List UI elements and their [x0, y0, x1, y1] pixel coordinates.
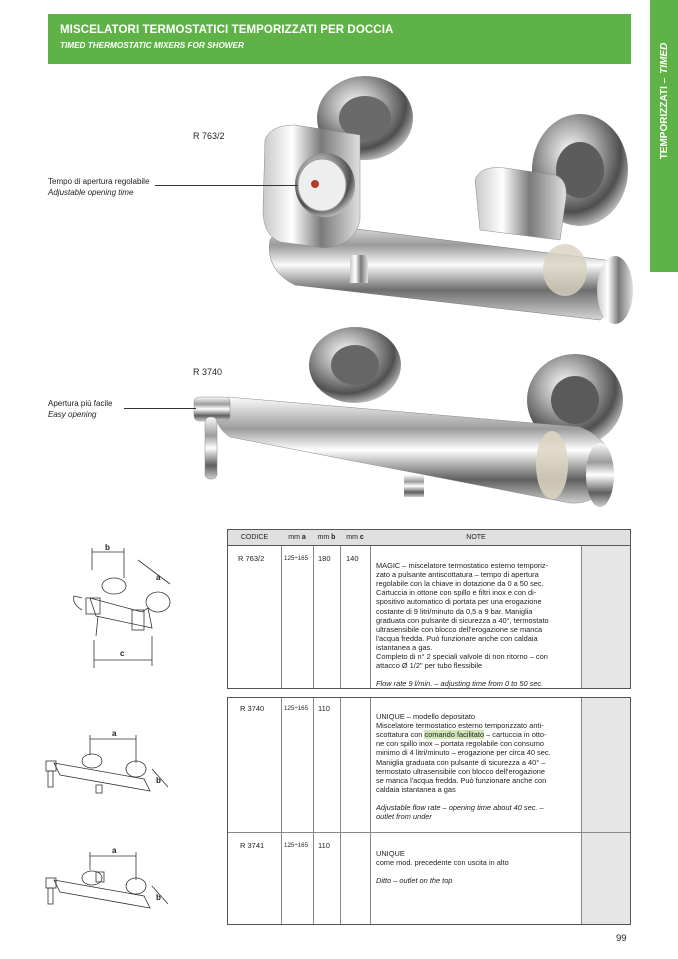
side-tab-label-it: TEMPORIZZATI – — [658, 77, 670, 160]
header-mm-c — [340, 530, 370, 545]
row-mm-a: 125÷165 — [284, 705, 309, 712]
header-mm: mm — [317, 534, 330, 541]
spec-table-r3740-r3741 — [227, 697, 631, 925]
callout-line-top — [155, 185, 298, 186]
dim-label-c-1: c — [120, 649, 125, 658]
header-mm-b — [313, 530, 340, 545]
callout-easy-opening-en: Easy opening — [48, 409, 97, 419]
row-note-en: Adjustable flow rate – opening time about 40 sec. – outlet from under — [376, 803, 544, 822]
row-code: R 763/2 — [238, 554, 265, 563]
row-note — [376, 552, 584, 698]
table-header — [228, 530, 630, 546]
col-divider — [340, 530, 341, 688]
dim-label-a-3: a — [112, 846, 117, 855]
col-divider — [281, 698, 282, 924]
header-mm: mm — [288, 534, 300, 541]
header-b: b — [331, 534, 336, 541]
col-divider — [370, 698, 371, 924]
col-divider — [370, 530, 371, 688]
row-note — [376, 840, 584, 895]
header-note: NOTE — [466, 534, 486, 541]
highlighted-text: comando facilitato — [424, 730, 485, 740]
callout-easy-opening-it: Apertura più facile — [48, 399, 113, 408]
callout-easy-opening — [48, 399, 112, 420]
header-a: a — [301, 534, 306, 541]
callout-line-bottom — [124, 408, 196, 409]
row-note-it — [376, 712, 584, 794]
product-code-r3740: R 3740 — [193, 367, 223, 377]
row-mm-b: 180 — [318, 554, 331, 563]
header-band — [48, 14, 631, 64]
header-mm: mm — [346, 534, 358, 541]
row-note-it-part2: – cartuccia in otto- ne con spillo inox – portata regolabile con consumo minimo di 4 litri/minuto – erogazione per circa 40 sec. Maniglia graduata con pulsante di sicurezza a 40° – termostato ultrasensibile con blocco dell'erogazione se manca l'acqua fredda. Può funzionare anche con caldaia istantanea a gas — [376, 730, 551, 794]
row-note-it-part1: UNIQUE – modello depositato Miscelatore termostatico esterno temporizzato anti- scottatura con — [376, 712, 544, 740]
dimension-diagram-r3740 — [40, 725, 180, 810]
header-codice: CODICE — [240, 534, 269, 541]
product-image-r7632 — [225, 70, 645, 330]
row-mm-b: 110 — [318, 704, 330, 713]
header-mm-a — [281, 530, 313, 545]
row-mm-a: 125÷165 — [284, 842, 309, 849]
row-code: R 3741 — [240, 841, 265, 850]
row-note-it: MAGIC – miscelatore termostatico esterno temporiz- zato a pulsante antiscottatura – tempo di apertura regolabile con la chiave in dotazione da 0 a 50 sec. Cartuccia in ottone con spillo e filtri inox e con di- spositivo automatico di portata per una erogazione costante di 9 litri/minuto da 0,5 a 9 bar. Maniglia graduata con pulsante di sicurezza a 40°, termostato ultrasensibile con blocco dell'erogazione se manca l'acqua fredda. Può funzionare anche con caldaia istantanea a gas. Completo di n° 2 speciali valvole di non ritorno – con attacco Ø 1/2" per tubo flessibile — [376, 561, 549, 671]
col-divider — [313, 698, 314, 924]
row-mm-c: 140 — [346, 554, 359, 563]
dim-label-b-3: b — [156, 893, 161, 902]
dim-label-a-1: a — [156, 573, 161, 582]
page-title: MISCELATORI TERMOSTATICI TEMPORIZZATI PER DOCCIA — [60, 24, 394, 36]
row-note-en: Flow rate 9 l/min. – adjusting time from 0 to 50 sec. — [376, 679, 544, 689]
callout-adjustable-time — [48, 177, 149, 198]
row-note-en: Ditto – outlet on the top — [376, 876, 453, 886]
row-separator — [228, 832, 630, 833]
row-code: R 3740 — [240, 704, 265, 713]
product-code-r7632: R 763/2 — [193, 131, 225, 141]
spec-table-r7632 — [227, 529, 631, 689]
side-tab — [650, 0, 678, 272]
product-image-r3740 — [190, 325, 640, 520]
callout-adjustable-time-en: Adjustable opening time — [48, 187, 134, 197]
side-tab-label-en: TIMED — [658, 42, 670, 74]
dim-label-b-2: b — [156, 776, 161, 785]
dim-label-a-2: a — [112, 729, 117, 738]
side-tab-label — [650, 0, 678, 272]
table-blank-column — [581, 698, 630, 924]
table-blank-column — [581, 530, 630, 688]
dimension-diagram-r3741 — [40, 838, 180, 923]
header-c: c — [359, 534, 364, 541]
dimension-diagram-r7632 — [52, 540, 182, 680]
dim-label-b-1: b — [105, 543, 110, 552]
row-mm-a: 125÷165 — [284, 555, 309, 562]
col-divider — [281, 530, 282, 688]
page-subtitle: TIMED THERMOSTATIC MIXERS FOR SHOWER — [60, 41, 244, 50]
row-note-it: UNIQUE come mod. precedente con uscita in alto — [376, 849, 509, 868]
col-divider — [313, 530, 314, 688]
row-mm-b: 110 — [318, 841, 330, 850]
col-divider — [340, 698, 341, 924]
page-number: 99 — [616, 933, 627, 944]
callout-adjustable-time-it: Tempo di apertura regolabile — [48, 177, 150, 186]
row-note — [376, 703, 584, 830]
